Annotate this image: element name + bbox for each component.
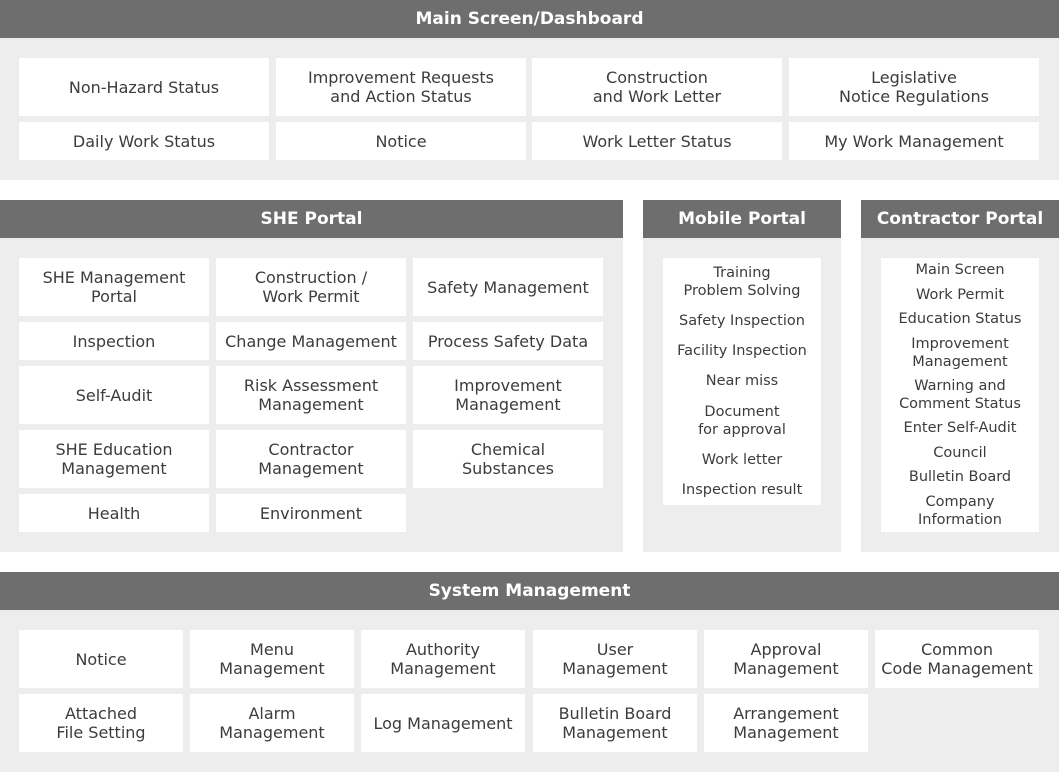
system-management-section — [0, 572, 1059, 772]
she-item-education-management: SHE Education Management — [19, 430, 209, 488]
contractor-item-self-audit: Enter Self-Audit — [903, 420, 1017, 437]
contractor-item-bulletin-board: Bulletin Board — [908, 469, 1012, 486]
main-item-notice: Notice — [276, 122, 526, 160]
system-item-authority-management: Authority Management — [361, 630, 525, 688]
she-portal-header: SHE Portal — [0, 200, 623, 238]
mobile-portal-section — [643, 200, 841, 552]
mobile-portal-header: Mobile Portal — [643, 200, 841, 238]
mobile-item-near-miss: Near miss — [705, 373, 779, 390]
mobile-item-safety-inspection: Safety Inspection — [679, 313, 805, 330]
contractor-item-work-permit: Work Permit — [915, 286, 1005, 303]
main-item-work-letter-status: Work Letter Status — [532, 122, 782, 160]
contractor-portal-list — [881, 258, 1039, 532]
contractor-item-main-screen: Main Screen — [915, 262, 1005, 279]
contractor-portal-section — [861, 200, 1059, 552]
contractor-portal-header: Contractor Portal — [861, 200, 1059, 238]
main-item-construction-work-letter: Construction and Work Letter — [532, 58, 782, 116]
system-item-bulletin-board-management: Bulletin Board Management — [533, 694, 697, 752]
system-item-alarm-management: Alarm Management — [190, 694, 354, 752]
mobile-item-work-letter: Work letter — [701, 451, 783, 468]
contractor-item-improvement-management: Improvement Management — [911, 335, 1009, 370]
she-item-process-safety-data: Process Safety Data — [413, 322, 603, 360]
she-portal-section — [0, 200, 623, 552]
main-dashboard-section — [0, 0, 1059, 180]
main-item-daily-work-status: Daily Work Status — [19, 122, 269, 160]
she-item-chemical-substances: Chemical Substances — [413, 430, 603, 488]
system-item-menu-management: Menu Management — [190, 630, 354, 688]
she-item-health: Health — [19, 494, 209, 532]
system-item-notice: Notice — [19, 630, 183, 688]
mobile-item-inspection-result: Inspection result — [681, 481, 803, 498]
she-item-construction-work-permit: Construction / Work Permit — [216, 258, 406, 316]
contractor-item-education-status: Education Status — [898, 311, 1022, 328]
system-item-common-code-management: Common Code Management — [875, 630, 1039, 688]
main-item-my-work-management: My Work Management — [789, 122, 1039, 160]
system-item-arrangement-management: Arrangement Management — [704, 694, 868, 752]
she-item-self-audit: Self-Audit — [19, 366, 209, 424]
mobile-item-facility-inspection: Facility Inspection — [677, 343, 807, 360]
system-item-user-management: User Management — [533, 630, 697, 688]
she-item-inspection: Inspection — [19, 322, 209, 360]
main-item-improvement-requests: Improvement Requests and Action Status — [276, 58, 526, 116]
main-item-legislative-notice: Legislative Notice Regulations — [789, 58, 1039, 116]
she-item-risk-assessment: Risk Assessment Management — [216, 366, 406, 424]
she-item-environment: Environment — [216, 494, 406, 532]
system-management-header: System Management — [0, 572, 1059, 610]
mobile-item-document-approval: Document for approval — [698, 403, 786, 438]
she-item-management-portal: SHE Management Portal — [19, 258, 209, 316]
contractor-item-company-information: Company Information — [918, 493, 1002, 528]
system-item-attached-file-setting: Attached File Setting — [19, 694, 183, 752]
she-item-change-management: Change Management — [216, 322, 406, 360]
mobile-portal-list — [663, 258, 821, 505]
contractor-item-warning-comment: Warning and Comment Status — [899, 377, 1021, 412]
system-item-log-management: Log Management — [361, 694, 525, 752]
main-item-non-hazard-status: Non-Hazard Status — [19, 58, 269, 116]
system-item-approval-management: Approval Management — [704, 630, 868, 688]
she-item-safety-management: Safety Management — [413, 258, 603, 316]
contractor-item-council: Council — [933, 444, 987, 461]
she-item-improvement-management: Improvement Management — [413, 366, 603, 424]
she-item-contractor-management: Contractor Management — [216, 430, 406, 488]
main-dashboard-header: Main Screen/Dashboard — [0, 0, 1059, 38]
mobile-item-training: Training Problem Solving — [683, 265, 801, 300]
